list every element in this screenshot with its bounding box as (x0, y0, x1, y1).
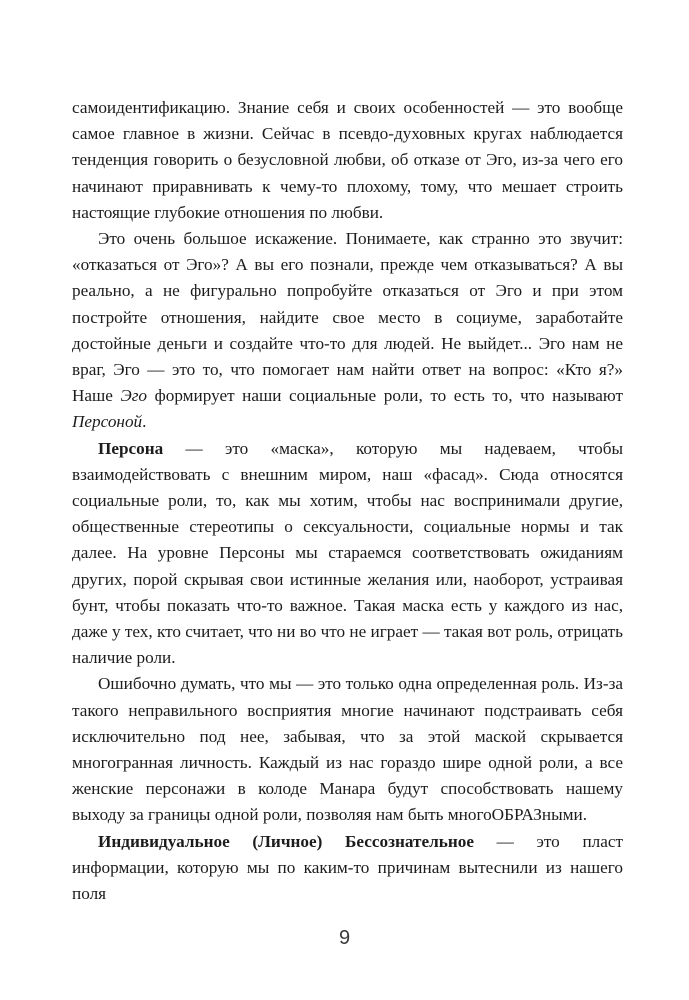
page-number: 9 (338, 927, 351, 949)
paragraph (72, 829, 623, 908)
text-run: Ошибочно думать, что мы — это только одна определенная роль. Из-за такого неправильного восприятия многие начинают подстраивать себя исключительно под нее, забывая, что за этой маской скрывается многогранная личность. Каждый из нас гораздо шире одной роли, а все женские персонажи в колоде Манара будут способствовать нашему выходу за границы одной роли, позволяя нам быть многоОБРАЗными. (72, 674, 623, 825)
bold-term: Индивидуальное (Личное) Бессознательное (98, 831, 474, 851)
text-run: — это «маска», которую мы надеваем, чтобы взаимодействовать с внешним миром, наш «фасад». Сюда относятся социальные роли, то, как мы хотим, чтобы нас воспринимали другие, общественные стереотипы о сексуальности, социальные нормы и так далее. На уровне Персоны мы стараемся соответствовать ожиданиям других, порой скрывая свои истинные желания или, наоборот, устраивая бунт, чтобы показать что-то важное. Такая маска есть у каждого из нас, даже у тех, кто считает, что ни во что не играет — такая вот роль, отрицать наличие роли. (72, 438, 623, 668)
text-run: формирует наши социальные роли, то есть то, что называют (147, 386, 623, 406)
body-text (72, 95, 623, 907)
paragraph (72, 436, 623, 672)
text-run: самоидентификацию. Знание себя и своих особенностей — это вообще самое главное в жизни. Сейчас в псевдо-духовных кругах наблюдается тенденция говорить о безусловной любви, об отказе от Эго, из-за чего его начинают приравнивать к чему-то плохому, тому, что мешает строить настоящие глубокие отношения по любви. (72, 98, 623, 222)
text-run: — это пласт информации, которую мы по каким-то причинам вытеснили из нашего поля (72, 831, 623, 904)
text-run: . (142, 412, 147, 432)
paragraph (72, 671, 623, 828)
italic-term: Эго (120, 386, 148, 406)
paragraph (72, 95, 623, 226)
italic-term: Персоной (72, 412, 143, 432)
text-run: Это очень большое искажение. Понимаете, как странно это звучит: «отказаться от Эго»? А вы его познали, прежде чем отказываться? А вы реально, а не фигурально попробуйте отказаться от Эго и при этом постройте отношения, найдите свое место в социуме, заработайте достойные деньги и создайте что-то для людей. Не выйдет... Эго нам не враг, Эго — это то, что помогает нам найти ответ на вопрос: «Кто я?» Наше (72, 229, 623, 406)
paragraph (72, 226, 623, 436)
bold-term: Персона (98, 438, 164, 458)
